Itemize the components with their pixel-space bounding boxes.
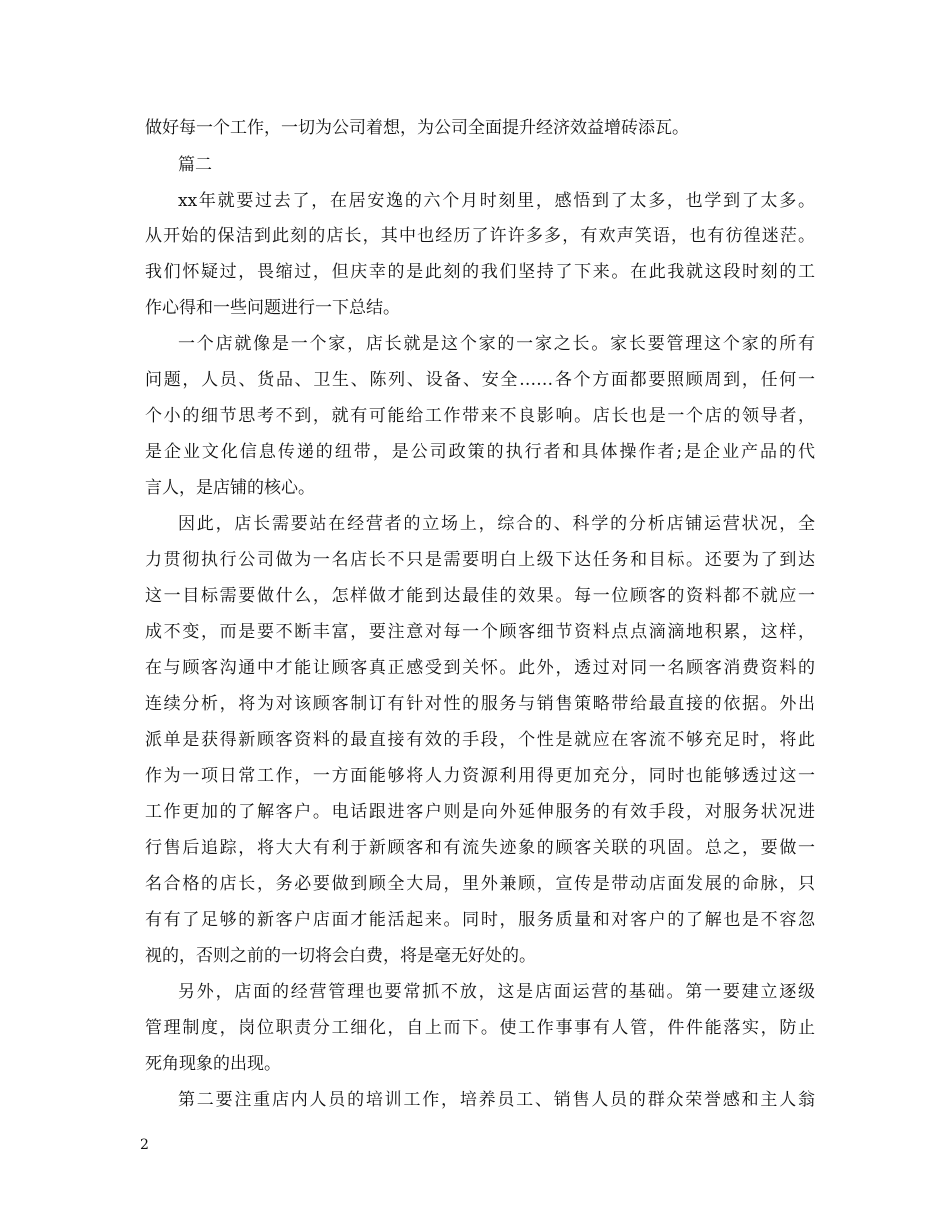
body-text-line: 作为一项日常工作，一方面能够将人力资源利用得更加充分，同时也能够透过这一 [145,766,815,786]
body-text-line: 作心得和一些问题进行一下总结。 [145,298,400,318]
body-text-line: 从开始的保洁到此刻的店长，其中也经历了许许多多，有欢声笑语，也有彷徨迷茫。 [145,226,815,246]
body-text-line: xx年就要过去了，在居安逸的六个月时刻里，感悟到了太多，也学到了太多。 [178,191,815,211]
body-text-line: 行售后追踪，将大大有利于新顾客和有流失迹象的顾客关联的巩固。总之，要做一 [145,838,815,858]
page-number: 2 [140,1137,149,1153]
body-text-line: 因此，店长需要站在经营者的立场上，综合的、科学的分析店铺运营状况，全 [178,514,815,534]
body-text-line: 我们怀疑过，畏缩过，但庆幸的是此刻的我们坚持了下来。在此我就这段时刻的工 [145,262,815,282]
body-text-line: 连续分析，将为对该顾客制订有针对性的服务与销售策略带给最直接的依据。外出 [145,694,815,714]
body-text-line: 有有了足够的新客户店面才能活起来。同时，服务质量和对客户的了解也是不容忽 [145,910,815,930]
section-heading: 篇二 [178,155,212,175]
body-text-line: 个小的细节思考不到，就有可能给工作带来不良影响。店长也是一个店的领导者， [145,406,815,426]
body-text-line: 言人，是店铺的核心。 [145,478,315,498]
body-text-line: 成不变，而是要不断丰富，要注意对每一个顾客细节资料点点滴滴地积累，这样， [145,622,815,642]
body-text-line: 这一目标需要做什么，怎样做才能到达最佳的效果。每一位顾客的资料都不就应一 [145,586,815,606]
body-text-line: 力贯彻执行公司做为一名店长不只是需要明白上级下达任务和目标。还要为了到达 [145,550,815,570]
body-text-line: 一个店就像是一个家，店长就是这个家的一家之长。家长要管理这个家的所有 [178,334,815,354]
body-text-line: 是企业文化信息传递的纽带，是公司政策的执行者和具体操作者;是企业产品的代 [145,442,815,462]
body-text-line: 管理制度，岗位职责分工细化，自上而下。使工作事事有人管，件件能落实，防止 [145,1018,815,1038]
body-text-line: 工作更加的了解客户。电话跟进客户则是向外延伸服务的有效手段，对服务状况进 [145,802,815,822]
body-text-line: 视的，否则之前的一切将会白费，将是毫无好处的。 [145,946,536,966]
body-text-line: 名合格的店长，务必要做到顾全大局，里外兼顾，宣传是带动店面发展的命脉，只 [145,874,815,894]
body-text-line: 在与顾客沟通中才能让顾客真正感受到关怀。此外，透过对同一名顾客消费资料的 [145,658,815,678]
body-text-line: 死角现象的出现。 [145,1054,281,1074]
body-text-line: 第二要注重店内人员的培训工作，培养员工、销售人员的群众荣誉感和主人翁 [178,1090,815,1110]
body-text-line: 派单是获得新顾客资料的最直接有效的手段，个性是就应在客流不够充足时，将此 [145,730,815,750]
body-text-line: 问题，人员、货品、卫生、陈列、设备、安全……各个方面都要照顾周到，任何一 [145,370,815,390]
body-text-line: 另外，店面的经营管理也要常抓不放，这是店面运营的基础。第一要建立逐级 [178,982,815,1002]
body-text-line: 做好每一个工作，一切为公司着想，为公司全面提升经济效益增砖添瓦。 [145,118,689,138]
